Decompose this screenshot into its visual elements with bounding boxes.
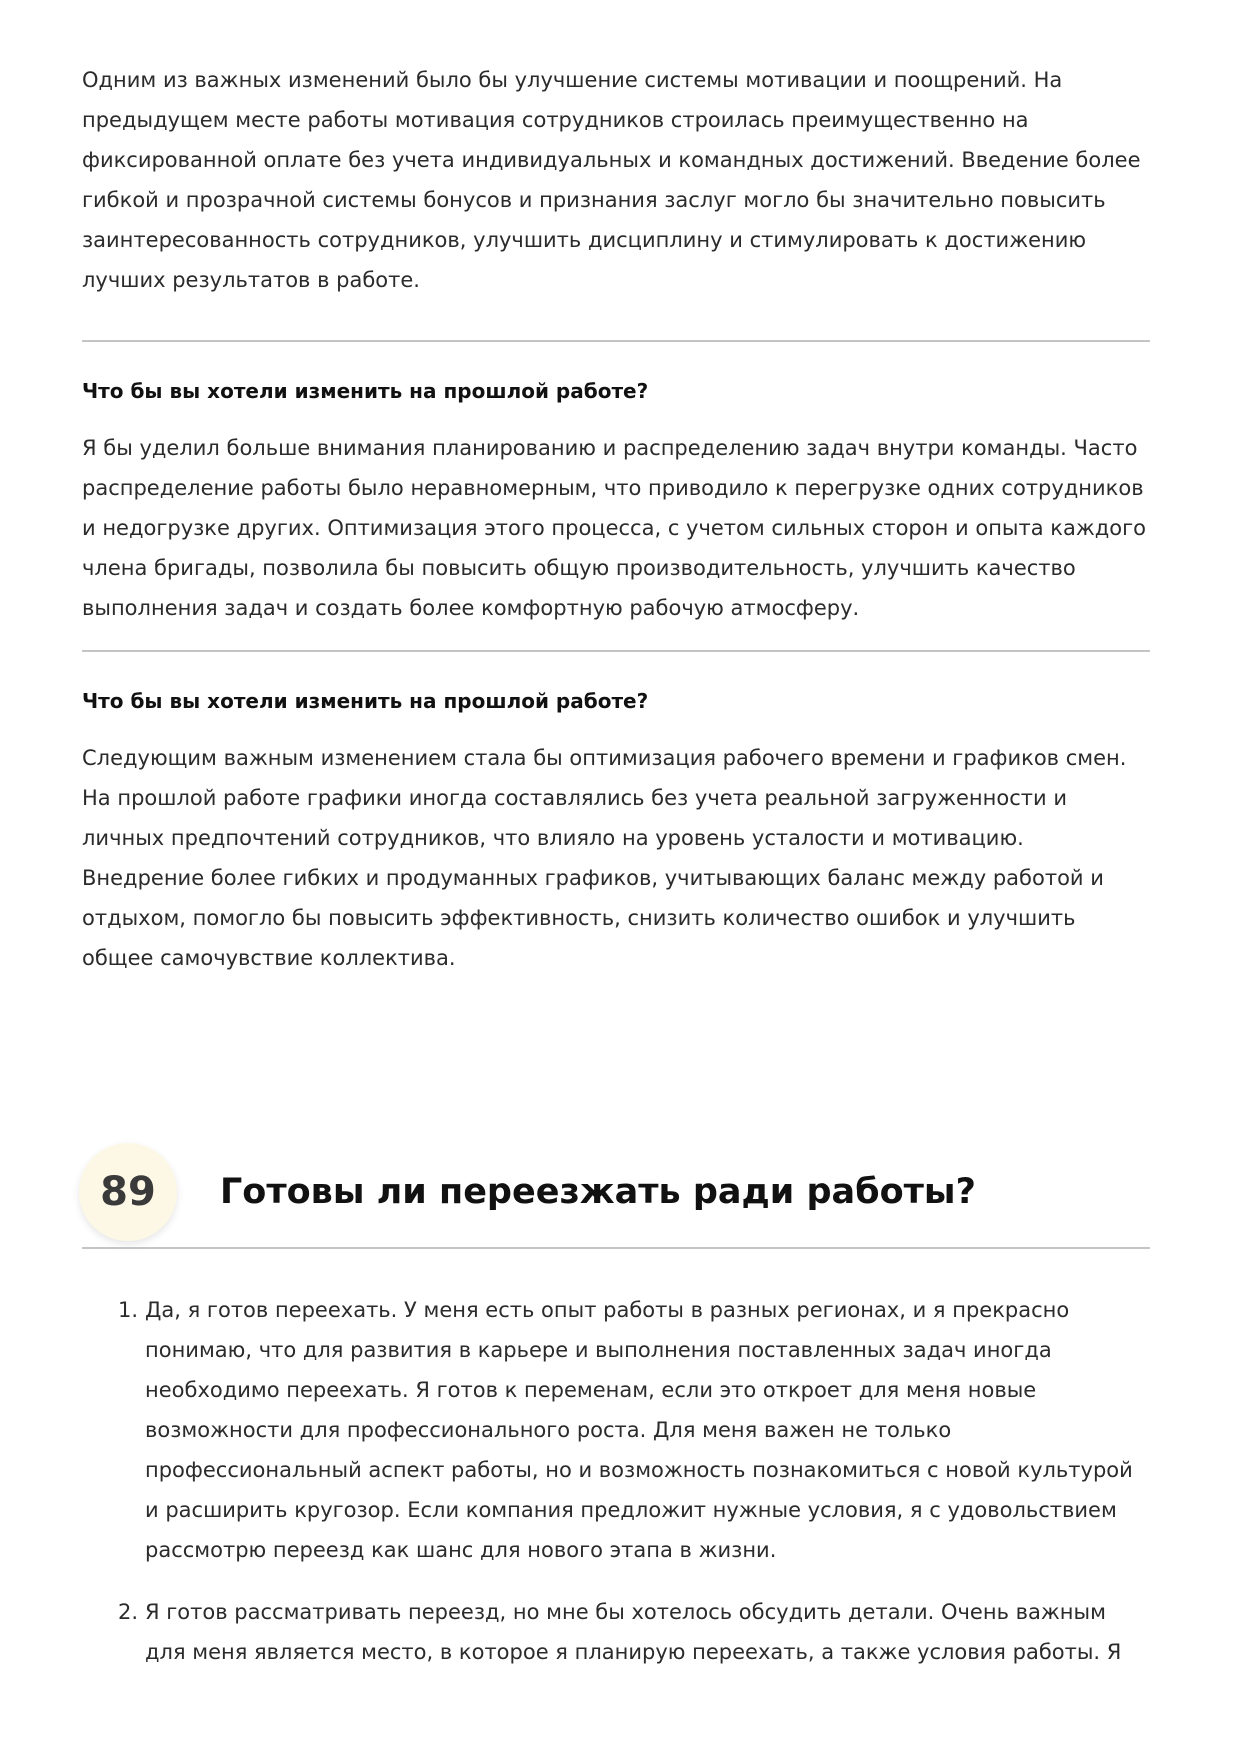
list-number: 1. [118, 1298, 139, 1322]
list-item-text: Да, я готов переехать. У меня есть опыт работы в разных регионах, и я прекрасно понимаю, что для развития в карьере и выполнения поставленных задач иногда необходимо переехать. Я готов к переменам, если это откроет для меня новые возможности для профессионального роста. Для меня важен не только профессиональный аспект работы, но и возможность познакомиться с новой культурой и расширить кругозор. Если компания предложит нужные условия, я с удовольствием рассмотрю переезд как шанс для нового этапа в жизни. [145, 1298, 1133, 1562]
document-content [82, 0, 1150, 978]
divider [82, 340, 1150, 342]
section-title: Готовы ли переезжать ради работы? [220, 1172, 976, 1212]
list-item [82, 1290, 1150, 1570]
answer-paragraph: Следующим важным изменением стала бы оптимизация рабочего времени и графиков смен. На прошлой работе графики иногда составлялись без учета реальной загруженности и личных предпочтений сотрудников, что влияло на уровень усталости и мотивацию. Внедрение более гибких и продуманных графиков, учитывающих баланс между работой и отдыхом, помогло бы повысить эффективность, снизить количество ошибок и улучшить общее самочувствие коллектива. [82, 746, 1127, 970]
list-number: 2. [118, 1600, 139, 1624]
question-number-badge: 89 [79, 1143, 177, 1241]
section-divider [82, 1247, 1150, 1249]
divider [82, 650, 1150, 652]
list-item-text: Я готов рассматривать переезд, но мне бы хотелось обсудить детали. Очень важным для меня является место, в которое я планирую переехать, а также условия работы. Я [145, 1600, 1122, 1664]
answer-paragraph: Одним из важных изменений было бы улучшение системы мотивации и поощрений. На предыдущем месте работы мотивация сотрудников строилась преимущественно на фиксированной оплате без учета индивидуальных и командных достижений. Введение более гибкой и прозрачной системы бонусов и признания заслуг могло бы значительно повысить заинтересованность сотрудников, улучшить дисциплину и стимулировать к достижению лучших результатов в работе. [82, 68, 1141, 292]
question-heading: Что бы вы хотели изменить на прошлой работе? [82, 379, 649, 403]
question-heading: Что бы вы хотели изменить на прошлой работе? [82, 689, 649, 713]
answer-list [82, 1290, 1150, 1672]
list-item [82, 1592, 1150, 1672]
answer-paragraph: Я бы уделил больше внимания планированию и распределению задач внутри команды. Часто распределение работы было неравномерным, что приводило к перегрузке одних сотрудников и недогрузке других. Оптимизация этого процесса, с учетом сильных сторон и опыта каждого члена бригады, позволила бы повысить общую производительность, улучшить качество выполнения задач и создать более комфортную рабочую атмосферу. [82, 436, 1146, 620]
